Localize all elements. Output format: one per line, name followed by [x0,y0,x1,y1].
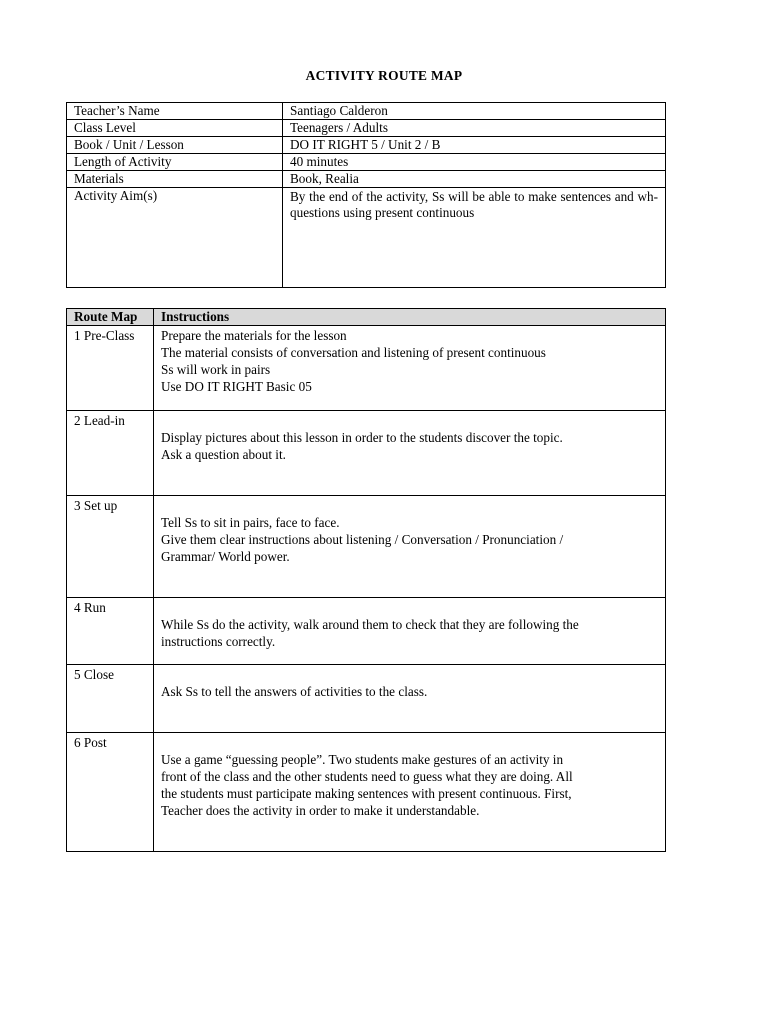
info-row-book-unit-lesson [67,137,666,154]
info-value: 40 minutes [283,154,666,171]
info-value: DO IT RIGHT 5 / Unit 2 / B [283,137,666,154]
blank-line [161,666,658,683]
stage-name: 5 Close [67,665,154,733]
instruction-line: Grammar/ World power. [161,549,290,564]
info-row-materials [67,171,666,188]
info-value: Book, Realia [283,171,666,188]
route-map-table [66,308,666,852]
instruction-line: Ask a question about it. [161,447,286,462]
route-row-pre-class [67,326,666,411]
route-row-close [67,665,666,733]
route-map-header: Route Map [67,309,154,326]
instruction-line: Use a game “guessing people”. Two students make gestures of an activity in [161,752,564,767]
instruction-line: Display pictures about this lesson in order to the students discover the topic. [161,430,563,445]
route-row-run [67,598,666,665]
route-row-post [67,733,666,852]
info-value: By the end of the activity, Ss will be able to make sentences and wh-questions using present continuous [283,188,666,288]
blank-line [161,599,658,616]
info-value: Teenagers / Adults [283,120,666,137]
activity-info-table [66,102,666,288]
info-row-class-level [67,120,666,137]
stage-instructions [154,326,666,411]
instruction-line: instructions correctly. [161,634,276,649]
info-label: Book / Unit / Lesson [67,137,283,154]
info-label: Class Level [67,120,283,137]
blank-line [161,734,658,751]
stage-instructions [154,411,666,496]
info-value: Santiago Calderon [283,103,666,120]
instruction-line: front of the class and the other students need to guess what they are doing. All [161,769,573,784]
stage-instructions [154,665,666,733]
page-title: ACTIVITY ROUTE MAP [305,68,463,83]
instruction-line: Teacher does the activity in order to make it understandable. [161,803,480,818]
instruction-line: Prepare the materials for the lesson [161,328,347,343]
info-label: Activity Aim(s) [67,188,283,288]
instruction-line: Tell Ss to sit in pairs, face to face. [161,515,340,530]
stage-name: 6 Post [67,733,154,852]
instruction-line: Ask Ss to tell the answers of activities to the class. [161,684,428,699]
stage-name: 1 Pre-Class [67,326,154,411]
blank-line [161,412,658,429]
info-row-activity-aim [67,188,666,288]
info-label: Materials [67,171,283,188]
route-row-set-up [67,496,666,598]
blank-line [161,497,658,514]
instruction-line: The material consists of conversation and listening of present continuous [161,345,546,360]
instruction-line: the students must participate making sentences with present continuous. First, [161,786,572,801]
stage-instructions [154,496,666,598]
instructions-header: Instructions [154,309,666,326]
instruction-line: While Ss do the activity, walk around them to check that they are following the [161,617,579,632]
instruction-line: Ss will work in pairs [161,362,271,377]
stage-instructions [154,733,666,852]
stage-name: 2 Lead-in [67,411,154,496]
instruction-line: Give them clear instructions about listening / Conversation / Pronunciation / [161,532,564,547]
info-row-teacher [67,103,666,120]
info-label: Length of Activity [67,154,283,171]
route-row-lead-in [67,411,666,496]
stage-name: 3 Set up [67,496,154,598]
stage-instructions [154,598,666,665]
stage-name: 4 Run [67,598,154,665]
route-header-row [67,309,666,326]
info-row-length [67,154,666,171]
instruction-line: Use DO IT RIGHT Basic 05 [161,379,312,394]
info-label: Teacher’s Name [67,103,283,120]
